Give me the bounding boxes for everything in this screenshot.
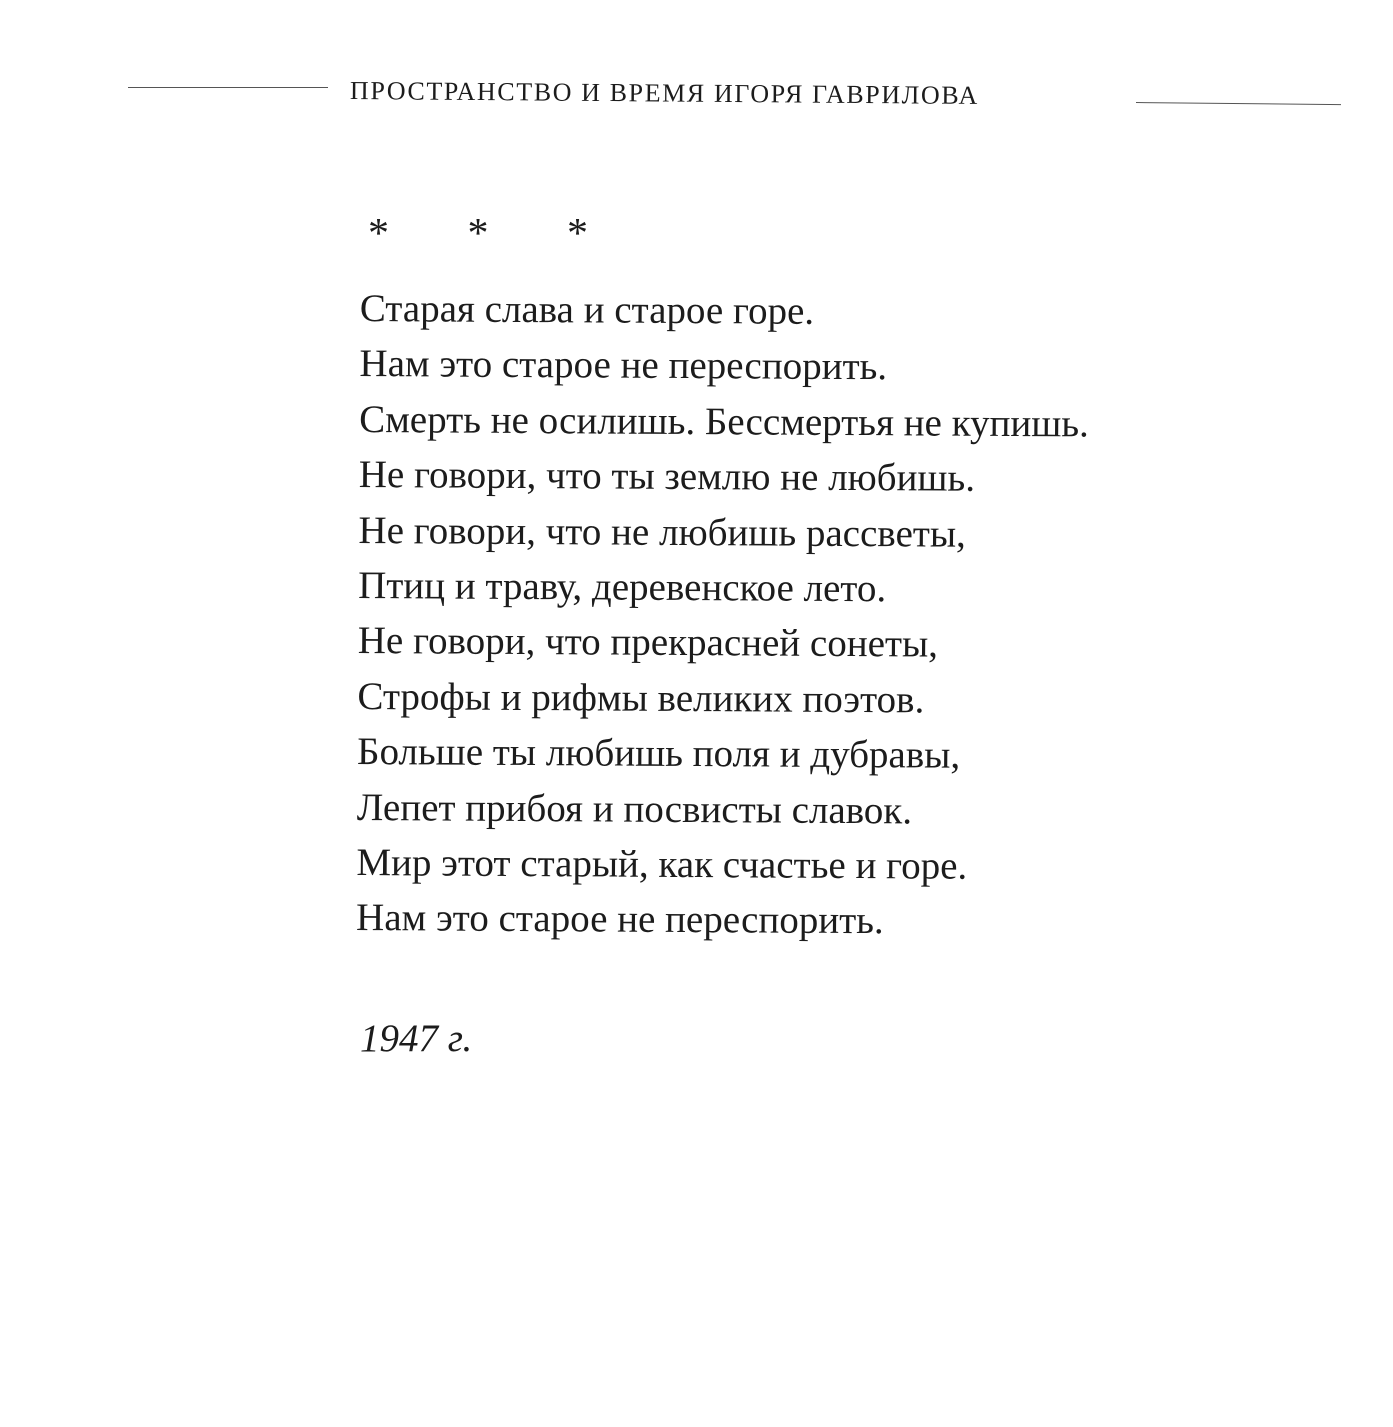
- poem-stanza: [356, 281, 1320, 952]
- poem-line: Мир этот старый, как счастье и горе.: [356, 841, 968, 888]
- header-title: ПРОСТРАНСТВО И ВРЕМЯ ИГОРЯ ГАВРИЛОВА: [349, 76, 980, 110]
- header-rule-right: [1136, 102, 1341, 105]
- header-rule-left: [128, 87, 328, 88]
- poem-line: Больше ты любишь поля и дубравы,: [356, 730, 961, 777]
- poem-line: Не говори, что не любишь рассветы,: [358, 508, 967, 556]
- poem-line: Нам это старое не переспорить.: [359, 342, 888, 389]
- poem: [355, 205, 1320, 1061]
- poem-line: Лепет прибоя и посвисты славок.: [356, 785, 913, 833]
- running-header: [128, 72, 1340, 112]
- poem-line: Строфы и рифмы великих поэтов.: [357, 674, 925, 722]
- poem-date: 1947 г.: [360, 1016, 473, 1060]
- poem-line: Не говори, что прекрасней сонеты,: [357, 619, 939, 666]
- poem-ornament: * * *: [368, 211, 622, 257]
- poem-line: Старая слава и старое горе.: [359, 286, 815, 333]
- poem-line: Смерть не осилишь. Бессмертья не купишь.: [359, 397, 1090, 446]
- poem-line: Не говори, что ты землю не любишь.: [358, 453, 976, 500]
- poem-line: Нам это старое не переспорить.: [355, 896, 884, 943]
- poem-line: Птиц и траву, деревенское лето.: [358, 564, 887, 611]
